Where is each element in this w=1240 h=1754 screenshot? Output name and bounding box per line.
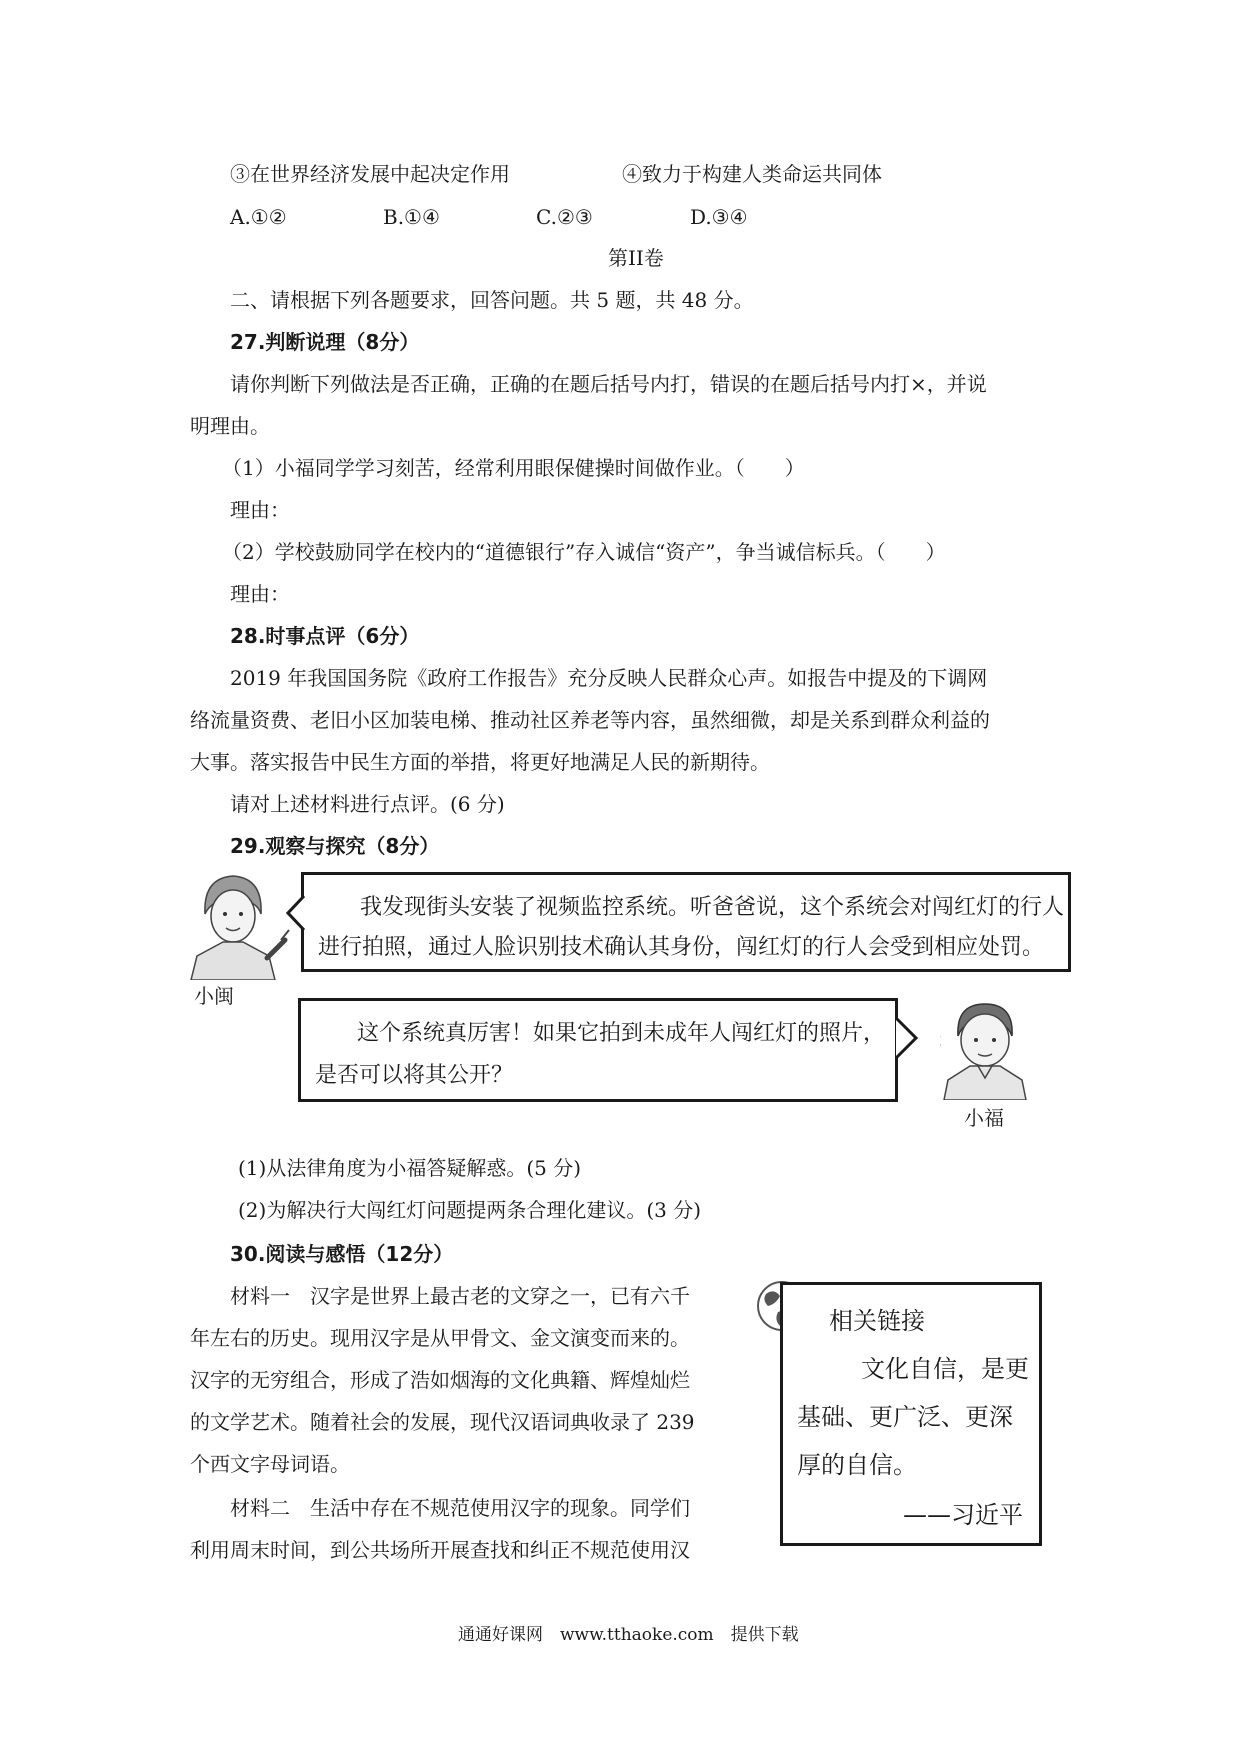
q27-prompt-line2: 明理由。 <box>190 414 270 438</box>
q27-prompt-line1: 请你判断下列做法是否正确，正确的在题后括号内打，错误的在题后括号内打×，并说 <box>230 372 987 396</box>
bubble2-line2: 是否可以将其公开？ <box>315 1063 514 1088</box>
related-link-box <box>780 1282 1042 1546</box>
q28-text-line2: 络流量资费、老旧小区加装电梯、推动社区养老等内容，虽然细微，却是关系到群众利益的 <box>190 708 990 732</box>
q28-text-line1: 2019 年我国国务院《政府工作报告》充分反映人民群众心声。如报告中提及的下调网 <box>230 666 988 690</box>
link-line3: 厚的自信。 <box>797 1451 917 1479</box>
q26-option-3: ③在世界经济发展中起决定作用 <box>230 162 510 186</box>
speech-bubble-xiaomin <box>301 872 1071 972</box>
q27-heading: 27.判断说理（8分） <box>230 330 420 354</box>
q30-material1-line4: 的文学艺术。随着社会的发展，现代汉语词典收录了 239 <box>190 1410 695 1434</box>
q26-choice-d: D.③④ <box>690 205 748 229</box>
bubble1-line1: 我发现街头安装了视频监控系统。听爸爸说，这个系统会对闯红灯的行人 <box>360 895 1065 920</box>
link-title: 相关链接 <box>829 1307 925 1335</box>
q26-option-4: ④致力于构建人类命运共同体 <box>622 162 882 186</box>
q28-text-line3: 大事。落实报告中民生方面的举措，将更好地满足人民的新期待。 <box>190 750 770 774</box>
q26-choice-a: A.①② <box>230 205 287 229</box>
q30-material1-line2: 年左右的历史。现用汉字是从甲骨文、金文演变而来的。 <box>190 1326 690 1350</box>
q28-heading: 28.时事点评（6分） <box>230 624 420 648</box>
bubble2-line1: 这个系统真厉害！如果它拍到未成年人闯红灯的照片， <box>357 1021 886 1046</box>
q29-sub2: (2)为解决行大闯红灯问题提两条合理化建议。(3 分) <box>238 1198 702 1222</box>
speaker-xiaomin: 小闽 <box>194 984 234 1008</box>
q27-reason2-label: 理由： <box>230 582 290 606</box>
speech-bubble-xiaofu <box>298 998 898 1102</box>
footer-download-note: 通通好课网 www.tthaoke.com 提供下载 <box>458 1625 799 1645</box>
link-line1: 文化自信，是更 <box>861 1355 1029 1383</box>
bubble1-line2: 进行拍照，通过人脸识别技术确认其身份，闯红灯的行人会受到相应处罚。 <box>318 935 1045 960</box>
girl-illustration <box>183 870 293 980</box>
link-author: ——习近平 <box>903 1501 1023 1529</box>
bubble1-tail <box>286 896 306 930</box>
q30-heading: 30.阅读与感悟（12分） <box>230 1242 454 1266</box>
speaker-xiaofu: 小福 <box>964 1106 1004 1130</box>
q26-choice-c: C.②③ <box>536 205 593 229</box>
q28-question: 请对上述材料进行点评。(6 分) <box>230 792 505 816</box>
q29-sub1: (1)从法律角度为小福答疑解惑。(5 分) <box>238 1156 582 1180</box>
part2-instruction: 二、请根据下列各题要求，回答问题。共 5 题，共 48 分。 <box>230 288 754 312</box>
q27-item2: （2）学校鼓励同学在校内的“道德银行”存入诚信“资产”，争当诚信标兵。（ ） <box>222 540 946 564</box>
part2-title: 第II卷 <box>608 246 664 270</box>
q29-heading: 29.观察与探究（8分） <box>230 834 440 858</box>
q30-material2-line1: 材料二 生活中存在不规范使用汉字的现象。同学们 <box>230 1496 690 1520</box>
q27-item1: （1）小福同学学习刻苦，经常利用眼保健操时间做作业。（ ） <box>222 456 805 480</box>
q26-choice-b: B.①④ <box>383 205 440 229</box>
q30-material1-line3: 汉字的无穷组合，形成了浩如烟海的文化典籍、辉煌灿烂 <box>190 1368 690 1392</box>
q30-material1-line5: 个西文字母词语。 <box>190 1452 350 1476</box>
q30-material2-line2: 利用周末时间，到公共场所开展查找和纠正不规范使用汉 <box>190 1538 690 1562</box>
bubble2-tail <box>894 1018 920 1058</box>
q27-reason1-label: 理由： <box>230 498 290 522</box>
boy-illustration <box>940 1000 1030 1100</box>
q30-material1-line1: 材料一 汉字是世界上最古老的文穿之一，已有六千 <box>230 1284 690 1308</box>
link-line2: 基础、更广泛、更深 <box>797 1403 1013 1431</box>
